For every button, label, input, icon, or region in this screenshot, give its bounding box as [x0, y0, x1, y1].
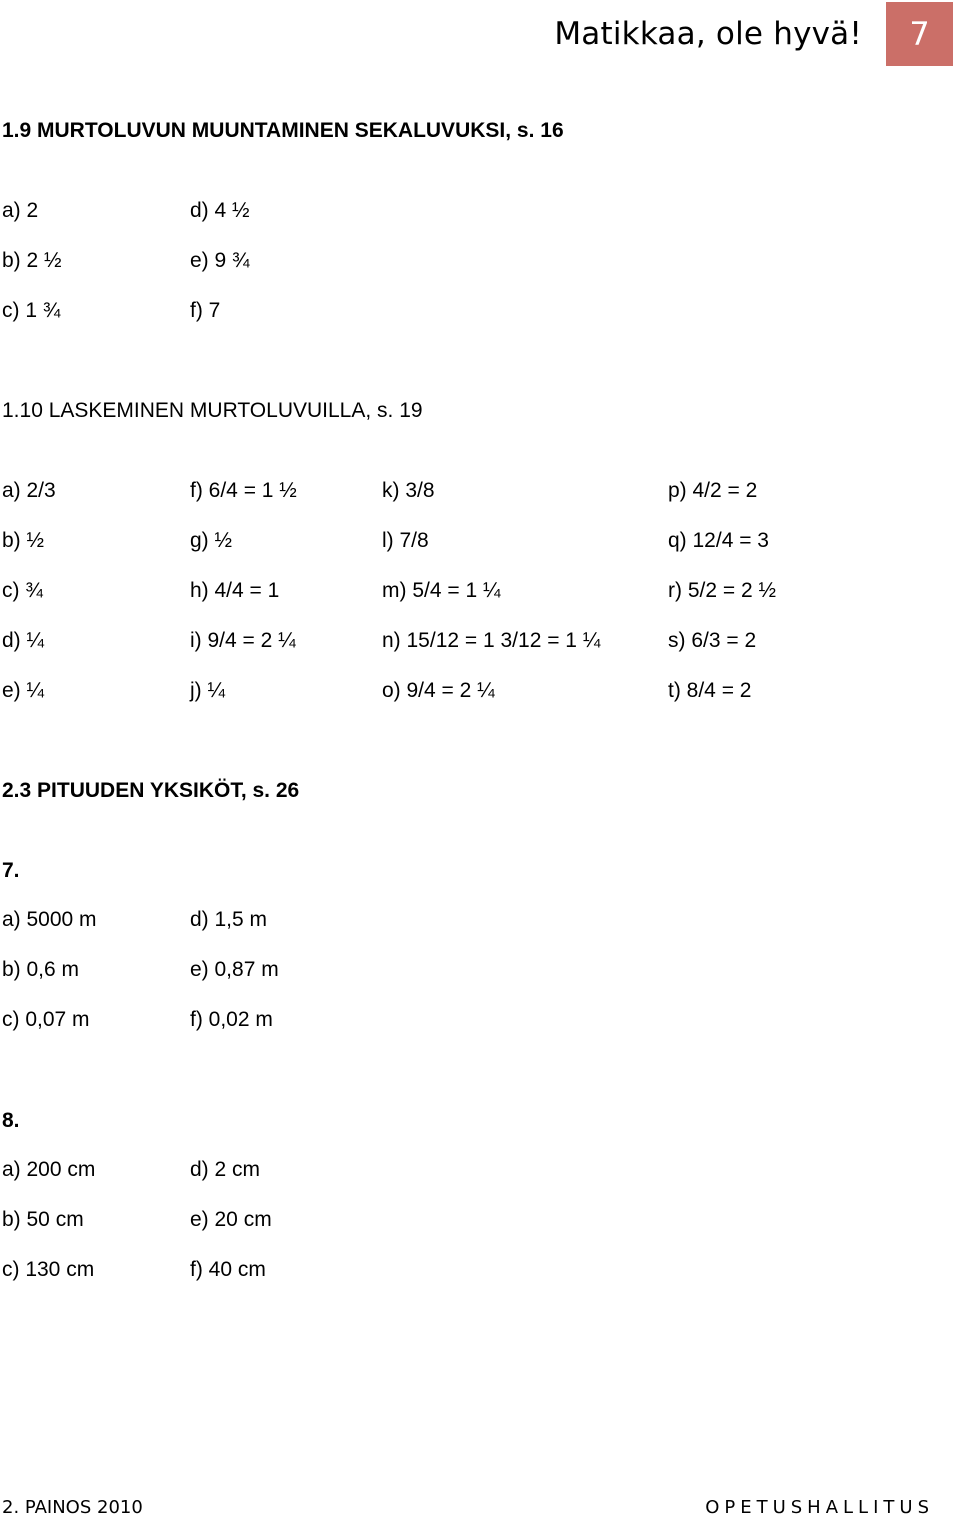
answer: q) 12/4 = 3 [668, 529, 769, 552]
answer-row [0, 629, 960, 659]
answer: k) 3/8 [382, 479, 435, 502]
answer: e) 20 cm [190, 1208, 272, 1231]
answer: p) 4/2 = 2 [668, 479, 758, 502]
answer-row [0, 1208, 960, 1238]
edition-label: 2. PAINOS 2010 [2, 1497, 143, 1518]
answer: f) 6/4 = 1 ½ [190, 479, 297, 502]
answer: f) 40 cm [190, 1258, 266, 1281]
answer-row [0, 249, 960, 279]
answer-row [0, 579, 960, 609]
answer-row [0, 299, 960, 329]
answer: f) 0,02 m [190, 1008, 273, 1031]
publisher-label: OPETUSHALLITUS [705, 1497, 934, 1518]
task-label-8: 8. [2, 1109, 20, 1132]
answer: s) 6/3 = 2 [668, 629, 757, 652]
header-title: Matikkaa, ole hyvä! [554, 16, 862, 52]
answer: c) 130 cm [2, 1258, 95, 1281]
answer: o) 9/4 = 2 ¼ [382, 679, 495, 702]
answer: n) 15/12 = 1 3/12 = 1 ¼ [382, 629, 601, 652]
section-heading-1-9: 1.9 MURTOLUVUN MUUNTAMINEN SEKALUVUKSI, s. 16 [2, 119, 564, 142]
answer: d) 4 ½ [190, 199, 250, 222]
answer: e) 0,87 m [190, 958, 279, 981]
answer: m) 5/4 = 1 ¼ [382, 579, 501, 602]
answer: d) 2 cm [190, 1158, 261, 1181]
answer-row [0, 908, 960, 938]
answer: a) 200 cm [2, 1158, 96, 1181]
answer-row [0, 679, 960, 709]
answer: e) ¼ [2, 679, 45, 702]
answer: h) 4/4 = 1 [190, 579, 280, 602]
answer: d) ¼ [2, 629, 45, 652]
answer-row [0, 529, 960, 559]
answer-row [0, 1158, 960, 1188]
answer: d) 1,5 m [190, 908, 268, 931]
answer: g) ½ [190, 529, 233, 552]
task-label-7: 7. [2, 859, 20, 882]
answer-row [0, 199, 960, 229]
answer: b) 0,6 m [2, 958, 80, 981]
answer-row [0, 1258, 960, 1288]
answer: j) ¼ [190, 679, 226, 702]
section-heading-1-10: 1.10 LASKEMINEN MURTOLUVUILLA, s. 19 [2, 399, 423, 422]
answer: c) 1 ¾ [2, 299, 61, 322]
answer-row [0, 958, 960, 988]
answer: t) 8/4 = 2 [668, 679, 752, 702]
answer: b) 2 ½ [2, 249, 62, 272]
answer: c) ¾ [2, 579, 43, 602]
answer: a) 5000 m [2, 908, 97, 931]
answer-row [0, 1008, 960, 1038]
answer: a) 2 [2, 199, 39, 222]
section-heading-2-3: 2.3 PITUUDEN YKSIKÖT, s. 26 [2, 779, 300, 802]
page-number-badge: 7 [886, 2, 953, 66]
answer: l) 7/8 [382, 529, 429, 552]
answer: e) 9 ¾ [190, 249, 250, 272]
answer: f) 7 [190, 299, 221, 322]
answer: c) 0,07 m [2, 1008, 90, 1031]
answer: a) 2/3 [2, 479, 56, 502]
answer: i) 9/4 = 2 ¼ [190, 629, 296, 652]
answer: b) ½ [2, 529, 45, 552]
answer-row [0, 479, 960, 509]
answer: b) 50 cm [2, 1208, 84, 1231]
answer: r) 5/2 = 2 ½ [668, 579, 776, 602]
